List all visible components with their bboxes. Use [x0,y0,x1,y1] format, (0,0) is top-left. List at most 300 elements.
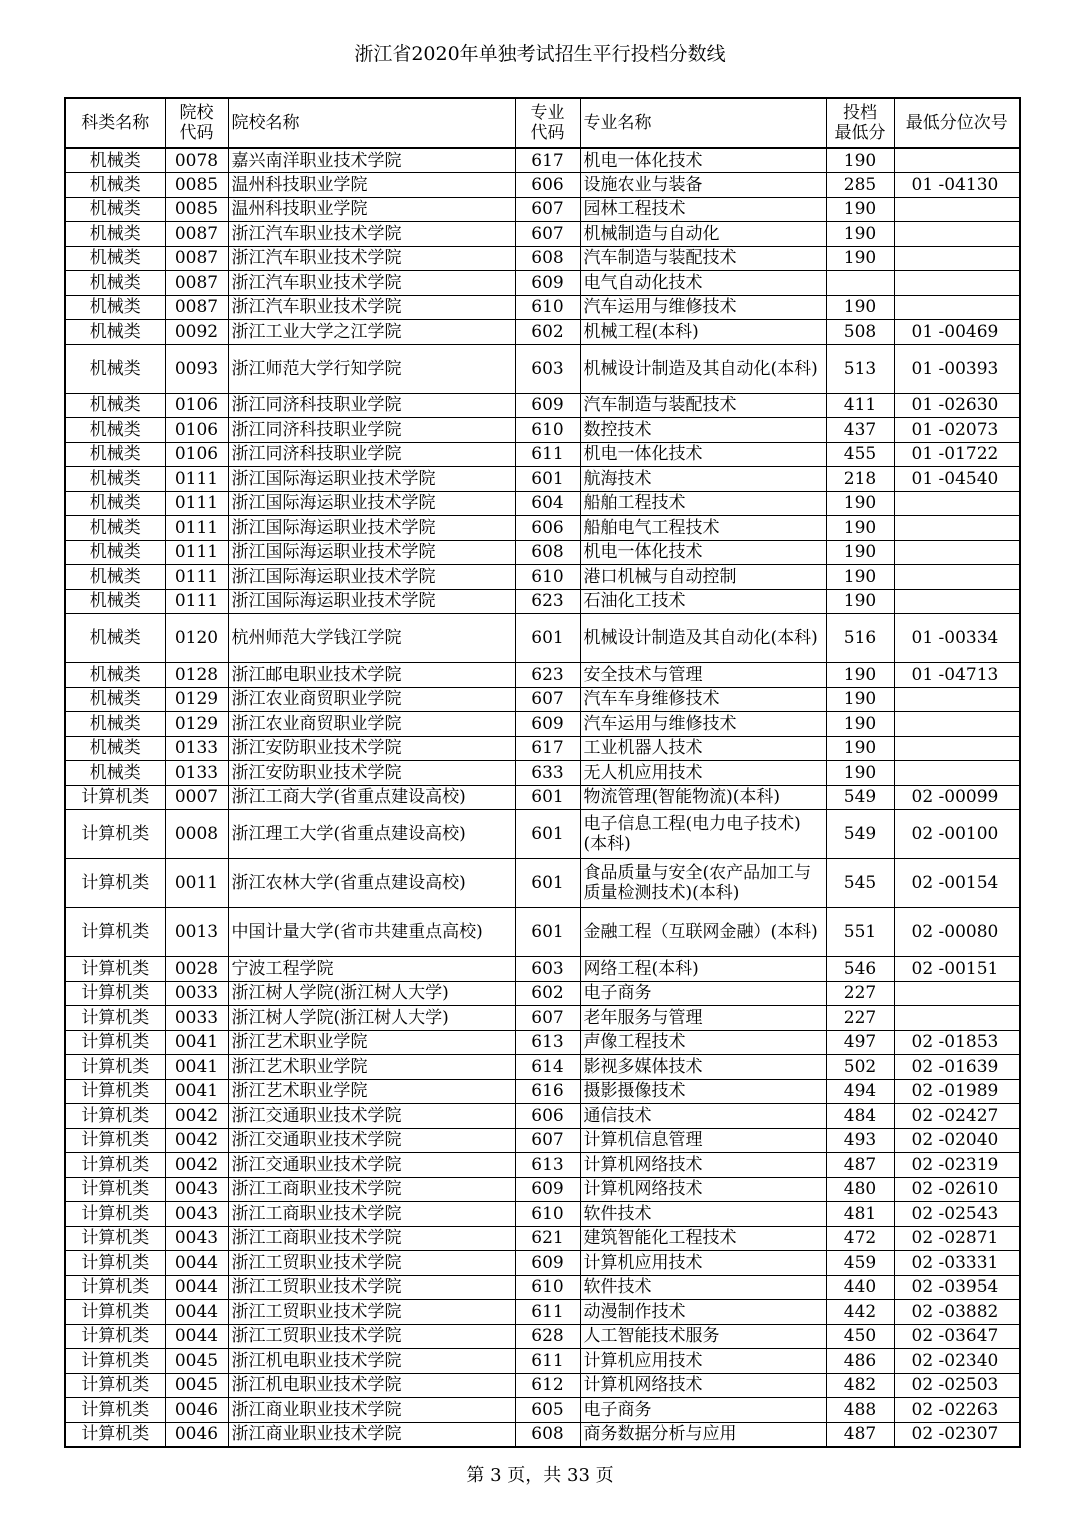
table-row [65,173,1020,198]
school-code-cell: 0111 [165,565,228,590]
school-name-cell: 浙江汽车职业技术学院 [228,222,515,247]
min-rank-cell [894,197,1020,222]
category-cell: 计算机类 [65,1349,165,1374]
table-row [65,1104,1020,1129]
table-row [65,540,1020,565]
min-score-cell: 546 [826,957,894,982]
major-code-cell: 601 [515,467,580,492]
school-code-cell: 0133 [165,761,228,786]
header-min-rank: 最低分位次号 [894,98,1020,148]
min-rank-cell: 02 -00154 [894,859,1020,908]
min-rank-cell: 02 -02610 [894,1177,1020,1202]
major-code-cell: 607 [515,687,580,712]
major-name-cell: 老年服务与管理 [580,1006,826,1031]
school-name-cell: 浙江工业大学之江学院 [228,320,515,345]
major-code-cell: 628 [515,1324,580,1349]
major-code-cell: 612 [515,1373,580,1398]
min-rank-cell [894,981,1020,1006]
table-row [65,761,1020,786]
table-row [65,197,1020,222]
table-row [65,222,1020,247]
table-row [65,712,1020,737]
school-name-cell: 浙江工商职业技术学院 [228,1226,515,1251]
category-cell: 机械类 [65,344,165,393]
school-name-cell: 浙江师范大学行知学院 [228,344,515,393]
major-code-cell: 609 [515,393,580,418]
school-name-cell: 浙江国际海运职业技术学院 [228,491,515,516]
category-cell: 机械类 [65,418,165,443]
min-rank-cell [894,516,1020,541]
table-row [65,1202,1020,1227]
category-cell: 计算机类 [65,1373,165,1398]
table-row [65,1055,1020,1080]
min-rank-cell: 02 -02427 [894,1104,1020,1129]
school-code-cell: 0041 [165,1055,228,1080]
table-row [65,810,1020,859]
major-name-cell: 通信技术 [580,1104,826,1129]
school-code-cell: 0041 [165,1030,228,1055]
major-name-cell: 机械工程(本科) [580,320,826,345]
major-code-cell: 617 [515,736,580,761]
min-rank-cell: 02 -00151 [894,957,1020,982]
min-rank-cell: 02 -02263 [894,1398,1020,1423]
table-row [65,516,1020,541]
min-rank-cell: 02 -01853 [894,1030,1020,1055]
major-name-cell: 网络工程(本科) [580,957,826,982]
min-score-cell: 190 [826,712,894,737]
min-rank-cell: 01 -02630 [894,393,1020,418]
min-rank-cell: 01 -02073 [894,418,1020,443]
major-name-cell: 石油化工技术 [580,589,826,614]
table-row [65,1251,1020,1276]
major-name-cell: 计算机网络技术 [580,1153,826,1178]
school-name-cell: 浙江汽车职业技术学院 [228,295,515,320]
min-score-cell: 551 [826,908,894,957]
school-name-cell: 浙江工商大学(省重点建设高校) [228,785,515,810]
category-cell: 计算机类 [65,1153,165,1178]
min-score-cell: 549 [826,785,894,810]
table-row [65,1177,1020,1202]
header-major-name: 专业名称 [580,98,826,148]
major-name-cell: 摄影摄像技术 [580,1079,826,1104]
major-code-cell: 608 [515,540,580,565]
min-rank-cell [894,246,1020,271]
major-name-cell: 港口机械与自动控制 [580,565,826,590]
category-cell: 机械类 [65,712,165,737]
category-cell: 机械类 [65,761,165,786]
table-row [65,859,1020,908]
min-rank-cell [894,1006,1020,1031]
table-header-row [65,98,1020,148]
major-code-cell: 601 [515,859,580,908]
min-rank-cell: 01 -04540 [894,467,1020,492]
table-row [65,271,1020,296]
min-rank-cell [894,148,1020,173]
major-code-cell: 610 [515,1202,580,1227]
min-rank-cell: 01 -00393 [894,344,1020,393]
school-code-cell: 0078 [165,148,228,173]
table-row [65,1128,1020,1153]
school-name-cell: 浙江国际海运职业技术学院 [228,516,515,541]
school-name-cell: 浙江农业商贸职业学院 [228,712,515,737]
min-rank-cell: 02 -02307 [894,1422,1020,1447]
school-code-cell: 0111 [165,516,228,541]
major-code-cell: 609 [515,1177,580,1202]
table-row [65,589,1020,614]
school-name-cell: 浙江农林大学(省重点建设高校) [228,859,515,908]
major-code-cell: 613 [515,1153,580,1178]
min-score-cell: 493 [826,1128,894,1153]
school-code-cell: 0013 [165,908,228,957]
category-cell: 计算机类 [65,1398,165,1423]
min-rank-cell: 02 -00100 [894,810,1020,859]
page-title: 浙江省2020年单独考试招生平行投档分数线 [354,43,726,65]
category-cell: 机械类 [65,222,165,247]
major-name-cell: 机械制造与自动化 [580,222,826,247]
table-body [65,148,1020,1447]
major-name-cell: 船舶电气工程技术 [580,516,826,541]
school-name-cell: 浙江工贸职业技术学院 [228,1275,515,1300]
table-row [65,565,1020,590]
table-row [65,663,1020,688]
category-cell: 机械类 [65,173,165,198]
min-score-cell: 513 [826,344,894,393]
category-cell: 机械类 [65,320,165,345]
min-score-cell: 190 [826,565,894,590]
major-name-cell: 计算机应用技术 [580,1251,826,1276]
school-name-cell: 温州科技职业学院 [228,197,515,222]
school-code-cell: 0008 [165,810,228,859]
school-code-cell: 0129 [165,712,228,737]
major-code-cell: 610 [515,1275,580,1300]
table-row [65,1079,1020,1104]
major-name-cell: 金融工程（互联网金融）(本科) [580,908,826,957]
major-name-cell: 园林工程技术 [580,197,826,222]
category-cell: 机械类 [65,491,165,516]
table-row [65,246,1020,271]
category-cell: 计算机类 [65,785,165,810]
min-rank-cell [894,761,1020,786]
school-code-cell: 0111 [165,467,228,492]
school-code-cell: 0106 [165,393,228,418]
major-name-cell: 电气自动化技术 [580,271,826,296]
min-score-cell: 190 [826,295,894,320]
table-row [65,614,1020,663]
major-name-cell: 机电一体化技术 [580,148,826,173]
min-score-cell: 190 [826,491,894,516]
min-score-cell: 487 [826,1422,894,1447]
major-code-cell: 603 [515,957,580,982]
min-score-cell: 502 [826,1055,894,1080]
category-cell: 计算机类 [65,1128,165,1153]
major-code-cell: 617 [515,148,580,173]
school-code-cell: 0129 [165,687,228,712]
category-cell: 机械类 [65,589,165,614]
major-name-cell: 影视多媒体技术 [580,1055,826,1080]
min-rank-cell: 02 -02543 [894,1202,1020,1227]
category-cell: 计算机类 [65,1202,165,1227]
major-name-cell: 机械设计制造及其自动化(本科) [580,344,826,393]
min-score-cell: 190 [826,761,894,786]
min-score-cell: 227 [826,981,894,1006]
major-name-cell: 软件技术 [580,1275,826,1300]
min-rank-cell [894,540,1020,565]
school-name-cell: 浙江艺术职业学院 [228,1055,515,1080]
major-code-cell: 609 [515,712,580,737]
page-footer: 第 3 页，共 33 页 [466,1465,614,1486]
school-name-cell: 浙江商业职业技术学院 [228,1422,515,1447]
category-cell: 机械类 [65,246,165,271]
category-cell: 计算机类 [65,1251,165,1276]
min-rank-cell [894,222,1020,247]
category-cell: 机械类 [65,467,165,492]
min-rank-cell: 01 -00469 [894,320,1020,345]
school-code-cell: 0044 [165,1300,228,1325]
major-code-cell: 608 [515,1422,580,1447]
major-name-cell: 船舶工程技术 [580,491,826,516]
table-row [65,1324,1020,1349]
min-score-cell: 459 [826,1251,894,1276]
major-name-cell: 动漫制作技术 [580,1300,826,1325]
min-score-cell: 440 [826,1275,894,1300]
table-row [65,957,1020,982]
header-school-name: 院校名称 [228,98,515,148]
school-name-cell: 浙江工贸职业技术学院 [228,1324,515,1349]
min-rank-cell: 02 -02340 [894,1349,1020,1374]
school-code-cell: 0033 [165,981,228,1006]
major-name-cell: 航海技术 [580,467,826,492]
school-name-cell: 浙江国际海运职业技术学院 [228,565,515,590]
school-name-cell: 浙江汽车职业技术学院 [228,271,515,296]
category-cell: 机械类 [65,663,165,688]
school-code-cell: 0085 [165,173,228,198]
table-row [65,1300,1020,1325]
school-name-cell: 中国计量大学(省市共建重点高校) [228,908,515,957]
major-code-cell: 606 [515,1104,580,1129]
major-name-cell: 计算机应用技术 [580,1349,826,1374]
school-code-cell: 0128 [165,663,228,688]
school-name-cell: 浙江邮电职业技术学院 [228,663,515,688]
major-code-cell: 610 [515,295,580,320]
school-code-cell: 0045 [165,1349,228,1374]
major-code-cell: 611 [515,442,580,467]
school-name-cell: 浙江商业职业技术学院 [228,1398,515,1423]
min-rank-cell: 02 -03331 [894,1251,1020,1276]
min-score-cell: 190 [826,589,894,614]
school-name-cell: 浙江理工大学(省重点建设高校) [228,810,515,859]
header-min-score: 投档 最低分 [826,98,894,148]
min-score-cell: 437 [826,418,894,443]
major-name-cell: 软件技术 [580,1202,826,1227]
school-code-cell: 0028 [165,957,228,982]
school-name-cell: 浙江国际海运职业技术学院 [228,540,515,565]
table-row [65,467,1020,492]
school-name-cell: 浙江工贸职业技术学院 [228,1251,515,1276]
min-score-cell: 472 [826,1226,894,1251]
school-code-cell: 0046 [165,1398,228,1423]
major-name-cell: 设施农业与装备 [580,173,826,198]
school-code-cell: 0042 [165,1104,228,1129]
category-cell: 机械类 [65,442,165,467]
school-name-cell: 浙江机电职业技术学院 [228,1373,515,1398]
header-major-code: 专业 代码 [515,98,580,148]
school-code-cell: 0111 [165,589,228,614]
school-name-cell: 浙江工商职业技术学院 [228,1177,515,1202]
category-cell: 计算机类 [65,1079,165,1104]
major-name-cell: 人工智能技术服务 [580,1324,826,1349]
major-code-cell: 616 [515,1079,580,1104]
school-code-cell: 0120 [165,614,228,663]
major-code-cell: 607 [515,1128,580,1153]
min-score-cell: 481 [826,1202,894,1227]
school-code-cell: 0043 [165,1177,228,1202]
category-cell: 机械类 [65,393,165,418]
min-score-cell: 190 [826,516,894,541]
category-cell: 计算机类 [65,1226,165,1251]
major-name-cell: 声像工程技术 [580,1030,826,1055]
major-code-cell: 623 [515,663,580,688]
table-row [65,320,1020,345]
category-cell: 计算机类 [65,859,165,908]
min-score-cell: 484 [826,1104,894,1129]
major-code-cell: 610 [515,565,580,590]
category-cell: 计算机类 [65,908,165,957]
school-name-cell: 浙江同济科技职业学院 [228,442,515,467]
major-code-cell: 602 [515,320,580,345]
category-cell: 计算机类 [65,810,165,859]
major-name-cell: 计算机网络技术 [580,1177,826,1202]
category-cell: 计算机类 [65,957,165,982]
table-row [65,442,1020,467]
school-code-cell: 0106 [165,418,228,443]
min-score-cell: 549 [826,810,894,859]
min-rank-cell: 01 -00334 [894,614,1020,663]
major-name-cell: 电子信息工程(电力电子技术)(本科) [580,810,826,859]
major-code-cell: 606 [515,516,580,541]
school-name-cell: 浙江机电职业技术学院 [228,1349,515,1374]
min-rank-cell [894,271,1020,296]
table-row [65,785,1020,810]
major-name-cell: 安全技术与管理 [580,663,826,688]
header-category: 科类名称 [65,98,165,148]
min-score-cell: 486 [826,1349,894,1374]
major-name-cell: 汽车车身维修技术 [580,687,826,712]
table-row [65,1275,1020,1300]
major-code-cell: 601 [515,614,580,663]
category-cell: 计算机类 [65,1177,165,1202]
min-rank-cell [894,687,1020,712]
min-score-cell: 190 [826,687,894,712]
min-rank-cell: 02 -03954 [894,1275,1020,1300]
category-cell: 机械类 [65,687,165,712]
min-score-cell: 218 [826,467,894,492]
major-code-cell: 607 [515,197,580,222]
major-name-cell: 商务数据分析与应用 [580,1422,826,1447]
table-row [65,1398,1020,1423]
min-score-cell: 411 [826,393,894,418]
table-row [65,981,1020,1006]
school-name-cell: 浙江工贸职业技术学院 [228,1300,515,1325]
category-cell: 计算机类 [65,1422,165,1447]
school-code-cell: 0087 [165,222,228,247]
major-code-cell: 605 [515,1398,580,1423]
category-cell: 机械类 [65,565,165,590]
major-name-cell: 汽车运用与维修技术 [580,295,826,320]
major-name-cell: 计算机信息管理 [580,1128,826,1153]
major-code-cell: 607 [515,222,580,247]
school-name-cell: 嘉兴南洋职业技术学院 [228,148,515,173]
school-name-cell: 浙江汽车职业技术学院 [228,246,515,271]
min-rank-cell: 02 -01639 [894,1055,1020,1080]
school-code-cell: 0007 [165,785,228,810]
min-score-cell: 450 [826,1324,894,1349]
school-name-cell: 浙江安防职业技术学院 [228,761,515,786]
table-row [65,736,1020,761]
school-code-cell: 0045 [165,1373,228,1398]
min-score-cell: 482 [826,1373,894,1398]
min-score-cell: 190 [826,222,894,247]
major-code-cell: 602 [515,981,580,1006]
major-name-cell: 物流管理(智能物流)(本科) [580,785,826,810]
min-score-cell: 508 [826,320,894,345]
category-cell: 机械类 [65,295,165,320]
major-code-cell: 608 [515,246,580,271]
min-score-cell: 190 [826,540,894,565]
school-name-cell: 浙江交通职业技术学院 [228,1104,515,1129]
major-name-cell: 机电一体化技术 [580,540,826,565]
min-score-cell: 227 [826,1006,894,1031]
major-name-cell: 计算机网络技术 [580,1373,826,1398]
school-name-cell: 浙江安防职业技术学院 [228,736,515,761]
category-cell: 计算机类 [65,1055,165,1080]
min-score-cell: 480 [826,1177,894,1202]
min-score-cell: 190 [826,663,894,688]
major-code-cell: 604 [515,491,580,516]
major-name-cell: 机电一体化技术 [580,442,826,467]
category-cell: 机械类 [65,271,165,296]
major-code-cell: 623 [515,589,580,614]
min-score-cell: 494 [826,1079,894,1104]
school-code-cell: 0046 [165,1422,228,1447]
min-rank-cell: 02 -02871 [894,1226,1020,1251]
major-name-cell: 建筑智能化工程技术 [580,1226,826,1251]
table-row [65,491,1020,516]
major-code-cell: 611 [515,1349,580,1374]
min-rank-cell: 02 -01989 [894,1079,1020,1104]
school-code-cell: 0133 [165,736,228,761]
major-code-cell: 614 [515,1055,580,1080]
major-name-cell: 无人机应用技术 [580,761,826,786]
school-name-cell: 宁波工程学院 [228,957,515,982]
min-rank-cell: 02 -02503 [894,1373,1020,1398]
category-cell: 计算机类 [65,1104,165,1129]
min-rank-cell: 02 -03647 [894,1324,1020,1349]
major-code-cell: 613 [515,1030,580,1055]
school-code-cell: 0043 [165,1226,228,1251]
school-code-cell: 0011 [165,859,228,908]
major-code-cell: 609 [515,271,580,296]
category-cell: 机械类 [65,148,165,173]
category-cell: 计算机类 [65,1030,165,1055]
min-score-cell: 190 [826,197,894,222]
min-rank-cell [894,712,1020,737]
school-code-cell: 0042 [165,1128,228,1153]
min-score-cell: 190 [826,736,894,761]
school-name-cell: 浙江艺术职业学院 [228,1079,515,1104]
major-name-cell: 电子商务 [580,981,826,1006]
school-name-cell: 杭州师范大学钱江学院 [228,614,515,663]
table-row [65,418,1020,443]
